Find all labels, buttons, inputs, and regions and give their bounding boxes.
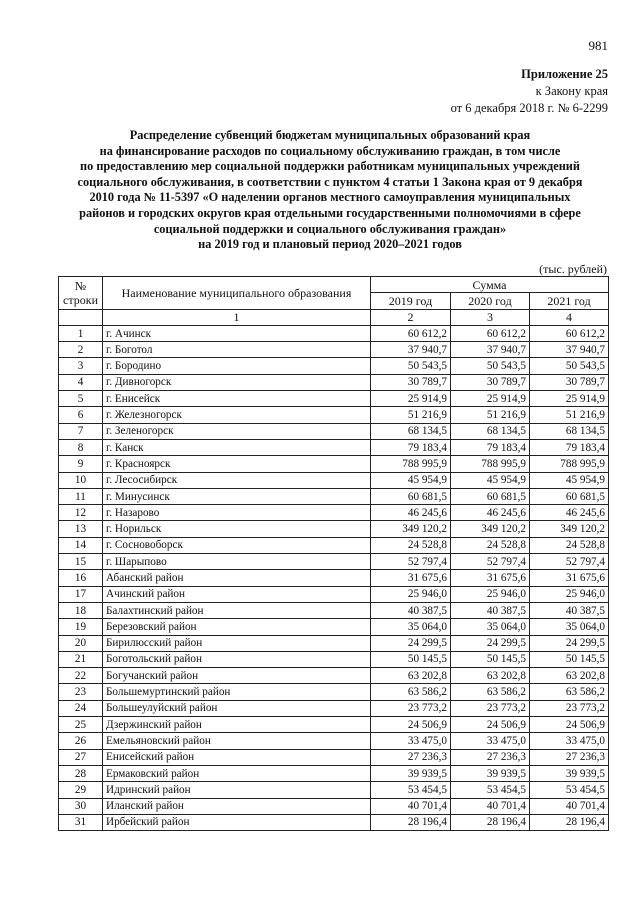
amount-2020-cell: 40 387,5	[451, 602, 530, 618]
table-row	[59, 439, 609, 455]
amount-2019-cell: 60 681,5	[371, 488, 451, 504]
amount-2019-cell: 30 789,7	[371, 374, 451, 390]
municipality-name-cell: г. Зеленогорск	[103, 423, 371, 439]
amount-2020-cell: 28 196,4	[451, 814, 530, 830]
municipality-name-cell: г. Ачинск	[103, 325, 371, 341]
amount-2021-cell: 24 528,8	[530, 537, 609, 553]
amount-2021-cell: 35 064,0	[530, 619, 609, 635]
amount-2019-cell: 40 387,5	[371, 602, 451, 618]
amount-2019-cell: 63 586,2	[371, 684, 451, 700]
table-body	[59, 325, 609, 830]
municipality-name-cell: Большемуртинский район	[103, 684, 371, 700]
table-row	[59, 456, 609, 472]
column-number-empty	[59, 309, 103, 325]
municipality-name-cell: г. Енисейск	[103, 391, 371, 407]
title-line-3: по предоставлению мер социальной поддержки работникам муниципальных учреждений	[80, 159, 580, 174]
amount-2020-cell: 60 681,5	[451, 488, 530, 504]
row-number-cell: 6	[59, 407, 103, 423]
table-row	[59, 651, 609, 667]
row-number-cell: 9	[59, 456, 103, 472]
row-number-cell: 11	[59, 488, 103, 504]
amount-2019-cell: 52 797,4	[371, 554, 451, 570]
municipality-name-cell: Бирилюсский район	[103, 635, 371, 651]
amount-2021-cell: 46 245,6	[530, 505, 609, 521]
amount-2020-cell: 52 797,4	[451, 554, 530, 570]
amount-2020-cell: 51 216,9	[451, 407, 530, 423]
amount-2019-cell: 79 183,4	[371, 439, 451, 455]
municipality-name-cell: г. Бородино	[103, 358, 371, 374]
amount-2020-cell: 25 946,0	[451, 586, 530, 602]
row-number-cell: 18	[59, 602, 103, 618]
amount-2021-cell: 349 120,2	[530, 521, 609, 537]
amount-2021-cell: 31 675,6	[530, 570, 609, 586]
row-number-cell: 7	[59, 423, 103, 439]
amount-2021-cell: 24 299,5	[530, 635, 609, 651]
amount-2019-cell: 50 145,5	[371, 651, 451, 667]
amount-2019-cell: 37 940,7	[371, 342, 451, 358]
row-number-cell: 16	[59, 570, 103, 586]
table-row	[59, 407, 609, 423]
amount-2020-cell: 31 675,6	[451, 570, 530, 586]
row-number-cell: 3	[59, 358, 103, 374]
amount-2019-cell: 24 528,8	[371, 537, 451, 553]
header-name: Наименование муниципального образования	[103, 277, 371, 310]
municipality-name-cell: Емельяновский район	[103, 733, 371, 749]
column-number-3: 3	[451, 309, 530, 325]
table-row	[59, 684, 609, 700]
municipality-name-cell: г. Лесосибирск	[103, 472, 371, 488]
subvention-table	[58, 276, 609, 831]
table-row	[59, 619, 609, 635]
municipality-name-cell: г. Минусинск	[103, 488, 371, 504]
table-row	[59, 374, 609, 390]
row-number-cell: 23	[59, 684, 103, 700]
column-number-1: 1	[103, 309, 371, 325]
row-number-cell: 29	[59, 782, 103, 798]
header-2021: 2021 год	[530, 293, 609, 309]
table-row	[59, 586, 609, 602]
amount-2021-cell: 25 946,0	[530, 586, 609, 602]
amount-2019-cell: 24 299,5	[371, 635, 451, 651]
amount-2020-cell: 60 612,2	[451, 325, 530, 341]
title-line-4: социального обслуживания, в соответствии с пунктом 4 статьи 1 Закона края от 9 декабря	[77, 174, 583, 189]
column-number-4: 4	[530, 309, 609, 325]
row-number-cell: 14	[59, 537, 103, 553]
table-row	[59, 505, 609, 521]
amount-2021-cell: 51 216,9	[530, 407, 609, 423]
amount-2019-cell: 28 196,4	[371, 814, 451, 830]
table-row	[59, 635, 609, 651]
amount-2019-cell: 53 454,5	[371, 782, 451, 798]
amount-2019-cell: 50 543,5	[371, 358, 451, 374]
amount-2021-cell: 25 914,9	[530, 391, 609, 407]
amount-2020-cell: 39 939,5	[451, 765, 530, 781]
amount-2021-cell: 40 387,5	[530, 602, 609, 618]
amount-2021-cell: 788 995,9	[530, 456, 609, 472]
table-row	[59, 325, 609, 341]
row-number-cell: 21	[59, 651, 103, 667]
amount-2019-cell: 35 064,0	[371, 619, 451, 635]
amount-2019-cell: 24 506,9	[371, 717, 451, 733]
title-line-6: районов и городских округов края отдельными государственными полномочиями в сфере	[79, 205, 581, 220]
document-title	[52, 128, 608, 253]
table-row	[59, 782, 609, 798]
amount-2020-cell: 33 475,0	[451, 733, 530, 749]
municipality-name-cell: г. Дивногорск	[103, 374, 371, 390]
municipality-name-cell: г. Канск	[103, 439, 371, 455]
row-number-cell: 4	[59, 374, 103, 390]
table-row	[59, 472, 609, 488]
municipality-name-cell: г. Боготол	[103, 342, 371, 358]
row-number-cell: 15	[59, 554, 103, 570]
table-row	[59, 391, 609, 407]
amount-2020-cell: 349 120,2	[451, 521, 530, 537]
table-row	[59, 749, 609, 765]
amount-2020-cell: 50 543,5	[451, 358, 530, 374]
row-number-cell: 10	[59, 472, 103, 488]
amount-2020-cell: 25 914,9	[451, 391, 530, 407]
table-row	[59, 798, 609, 814]
amount-2020-cell: 63 586,2	[451, 684, 530, 700]
amount-2021-cell: 40 701,4	[530, 798, 609, 814]
amount-2019-cell: 68 134,5	[371, 423, 451, 439]
municipality-name-cell: г. Шарыпово	[103, 554, 371, 570]
amount-2021-cell: 45 954,9	[530, 472, 609, 488]
amount-2020-cell: 24 299,5	[451, 635, 530, 651]
amount-2021-cell: 37 940,7	[530, 342, 609, 358]
municipality-name-cell: г. Сосновоборск	[103, 537, 371, 553]
municipality-name-cell: Енисейский район	[103, 749, 371, 765]
amount-2019-cell: 39 939,5	[371, 765, 451, 781]
municipality-name-cell: г. Красноярск	[103, 456, 371, 472]
row-number-cell: 24	[59, 700, 103, 716]
municipality-name-cell: Большеулуйский район	[103, 700, 371, 716]
municipality-name-cell: Ирбейский район	[103, 814, 371, 830]
municipality-name-cell: г. Норильск	[103, 521, 371, 537]
amount-2020-cell: 50 145,5	[451, 651, 530, 667]
title-line-7: социальной поддержки и социального обслуживания граждан»	[153, 221, 507, 236]
row-number-cell: 13	[59, 521, 103, 537]
municipality-name-cell: г. Назарово	[103, 505, 371, 521]
table-row	[59, 733, 609, 749]
municipality-name-cell: г. Железногорск	[103, 407, 371, 423]
amount-2019-cell: 31 675,6	[371, 570, 451, 586]
annex-line-2: от 6 декабря 2018 г. № 6-2299	[450, 101, 608, 115]
amount-2019-cell: 46 245,6	[371, 505, 451, 521]
amount-2020-cell: 79 183,4	[451, 439, 530, 455]
municipality-name-cell: Боготольский район	[103, 651, 371, 667]
row-number-cell: 22	[59, 668, 103, 684]
title-line-8: на 2019 год и плановый период 2020–2021 годов	[198, 237, 462, 252]
amount-2021-cell: 28 196,4	[530, 814, 609, 830]
title-line-1: Распределение субвенций бюджетам муниципальных образований края	[129, 128, 531, 142]
header-2019: 2019 год	[371, 293, 451, 309]
row-number-cell: 2	[59, 342, 103, 358]
amount-2020-cell: 46 245,6	[451, 505, 530, 521]
amount-2019-cell: 40 701,4	[371, 798, 451, 814]
table-row	[59, 342, 609, 358]
amount-2021-cell: 50 145,5	[530, 651, 609, 667]
table-row	[59, 765, 609, 781]
amount-2021-cell: 52 797,4	[530, 554, 609, 570]
amount-2021-cell: 23 773,2	[530, 700, 609, 716]
annex-line-1: к Закону края	[535, 84, 608, 98]
amount-2020-cell: 788 995,9	[451, 456, 530, 472]
table-row	[59, 602, 609, 618]
amount-2020-cell: 37 940,7	[451, 342, 530, 358]
municipality-name-cell: Ермаковский район	[103, 765, 371, 781]
table-row	[59, 570, 609, 586]
row-number-cell: 8	[59, 439, 103, 455]
amount-2021-cell: 68 134,5	[530, 423, 609, 439]
row-number-cell: 19	[59, 619, 103, 635]
amount-2021-cell: 53 454,5	[530, 782, 609, 798]
municipality-name-cell: Ачинский район	[103, 586, 371, 602]
municipality-name-cell: Березовский район	[103, 619, 371, 635]
amount-2020-cell: 63 202,8	[451, 668, 530, 684]
table-row	[59, 814, 609, 830]
municipality-name-cell: Богучанский район	[103, 668, 371, 684]
title-line-5: 2010 года № 11-5397 «О наделении органов местного самоуправления муниципальных	[89, 190, 571, 205]
amount-2019-cell: 33 475,0	[371, 733, 451, 749]
row-number-cell: 25	[59, 717, 103, 733]
row-number-cell: 1	[59, 325, 103, 341]
amount-2019-cell: 349 120,2	[371, 521, 451, 537]
amount-2021-cell: 27 236,3	[530, 749, 609, 765]
row-number-cell: 17	[59, 586, 103, 602]
amount-2019-cell: 45 954,9	[371, 472, 451, 488]
amount-2021-cell: 39 939,5	[530, 765, 609, 781]
header-2020: 2020 год	[451, 293, 530, 309]
column-number-2: 2	[371, 309, 451, 325]
header-row-number-text: № строки	[63, 278, 98, 307]
amount-2020-cell: 27 236,3	[451, 749, 530, 765]
amount-2019-cell: 63 202,8	[371, 668, 451, 684]
units-label: (тыс. рублей)	[539, 262, 607, 276]
municipality-name-cell: Абанский район	[103, 570, 371, 586]
amount-2020-cell: 45 954,9	[451, 472, 530, 488]
row-number-cell: 31	[59, 814, 103, 830]
row-number-cell: 26	[59, 733, 103, 749]
page-number: 981	[588, 38, 608, 53]
row-number-cell: 28	[59, 765, 103, 781]
table-row	[59, 717, 609, 733]
amount-2021-cell: 24 506,9	[530, 717, 609, 733]
amount-2020-cell: 53 454,5	[451, 782, 530, 798]
row-number-cell: 27	[59, 749, 103, 765]
amount-2019-cell: 23 773,2	[371, 700, 451, 716]
amount-2021-cell: 63 202,8	[530, 668, 609, 684]
amount-2019-cell: 51 216,9	[371, 407, 451, 423]
municipality-name-cell: Балахтинский район	[103, 602, 371, 618]
municipality-name-cell: Идринский район	[103, 782, 371, 798]
header-sum: Сумма	[371, 277, 609, 293]
amount-2020-cell: 30 789,7	[451, 374, 530, 390]
amount-2020-cell: 23 773,2	[451, 700, 530, 716]
amount-2019-cell: 25 914,9	[371, 391, 451, 407]
row-number-cell: 12	[59, 505, 103, 521]
row-number-cell: 5	[59, 391, 103, 407]
header-row-number	[59, 277, 103, 310]
table-row	[59, 358, 609, 374]
column-number-row	[59, 309, 609, 325]
annex-block	[451, 66, 608, 117]
amount-2021-cell: 79 183,4	[530, 439, 609, 455]
row-number-cell: 20	[59, 635, 103, 651]
table-row	[59, 488, 609, 504]
title-line-2: на финансирование расходов по социальному обслуживанию граждан, в том числе	[99, 143, 561, 158]
table-row	[59, 554, 609, 570]
amount-2019-cell: 60 612,2	[371, 325, 451, 341]
municipality-name-cell: Иланский район	[103, 798, 371, 814]
amount-2021-cell: 60 681,5	[530, 488, 609, 504]
table-row	[59, 668, 609, 684]
table-row	[59, 521, 609, 537]
amount-2020-cell: 68 134,5	[451, 423, 530, 439]
table-row	[59, 537, 609, 553]
annex-title: Приложение 25	[521, 67, 608, 81]
municipality-name-cell: Дзержинский район	[103, 717, 371, 733]
table-row	[59, 423, 609, 439]
amount-2020-cell: 24 528,8	[451, 537, 530, 553]
amount-2021-cell: 50 543,5	[530, 358, 609, 374]
amount-2019-cell: 27 236,3	[371, 749, 451, 765]
amount-2021-cell: 30 789,7	[530, 374, 609, 390]
amount-2019-cell: 788 995,9	[371, 456, 451, 472]
amount-2020-cell: 40 701,4	[451, 798, 530, 814]
amount-2021-cell: 60 612,2	[530, 325, 609, 341]
row-number-cell: 30	[59, 798, 103, 814]
amount-2020-cell: 24 506,9	[451, 717, 530, 733]
table-row	[59, 700, 609, 716]
amount-2021-cell: 63 586,2	[530, 684, 609, 700]
amount-2019-cell: 25 946,0	[371, 586, 451, 602]
amount-2021-cell: 33 475,0	[530, 733, 609, 749]
amount-2020-cell: 35 064,0	[451, 619, 530, 635]
